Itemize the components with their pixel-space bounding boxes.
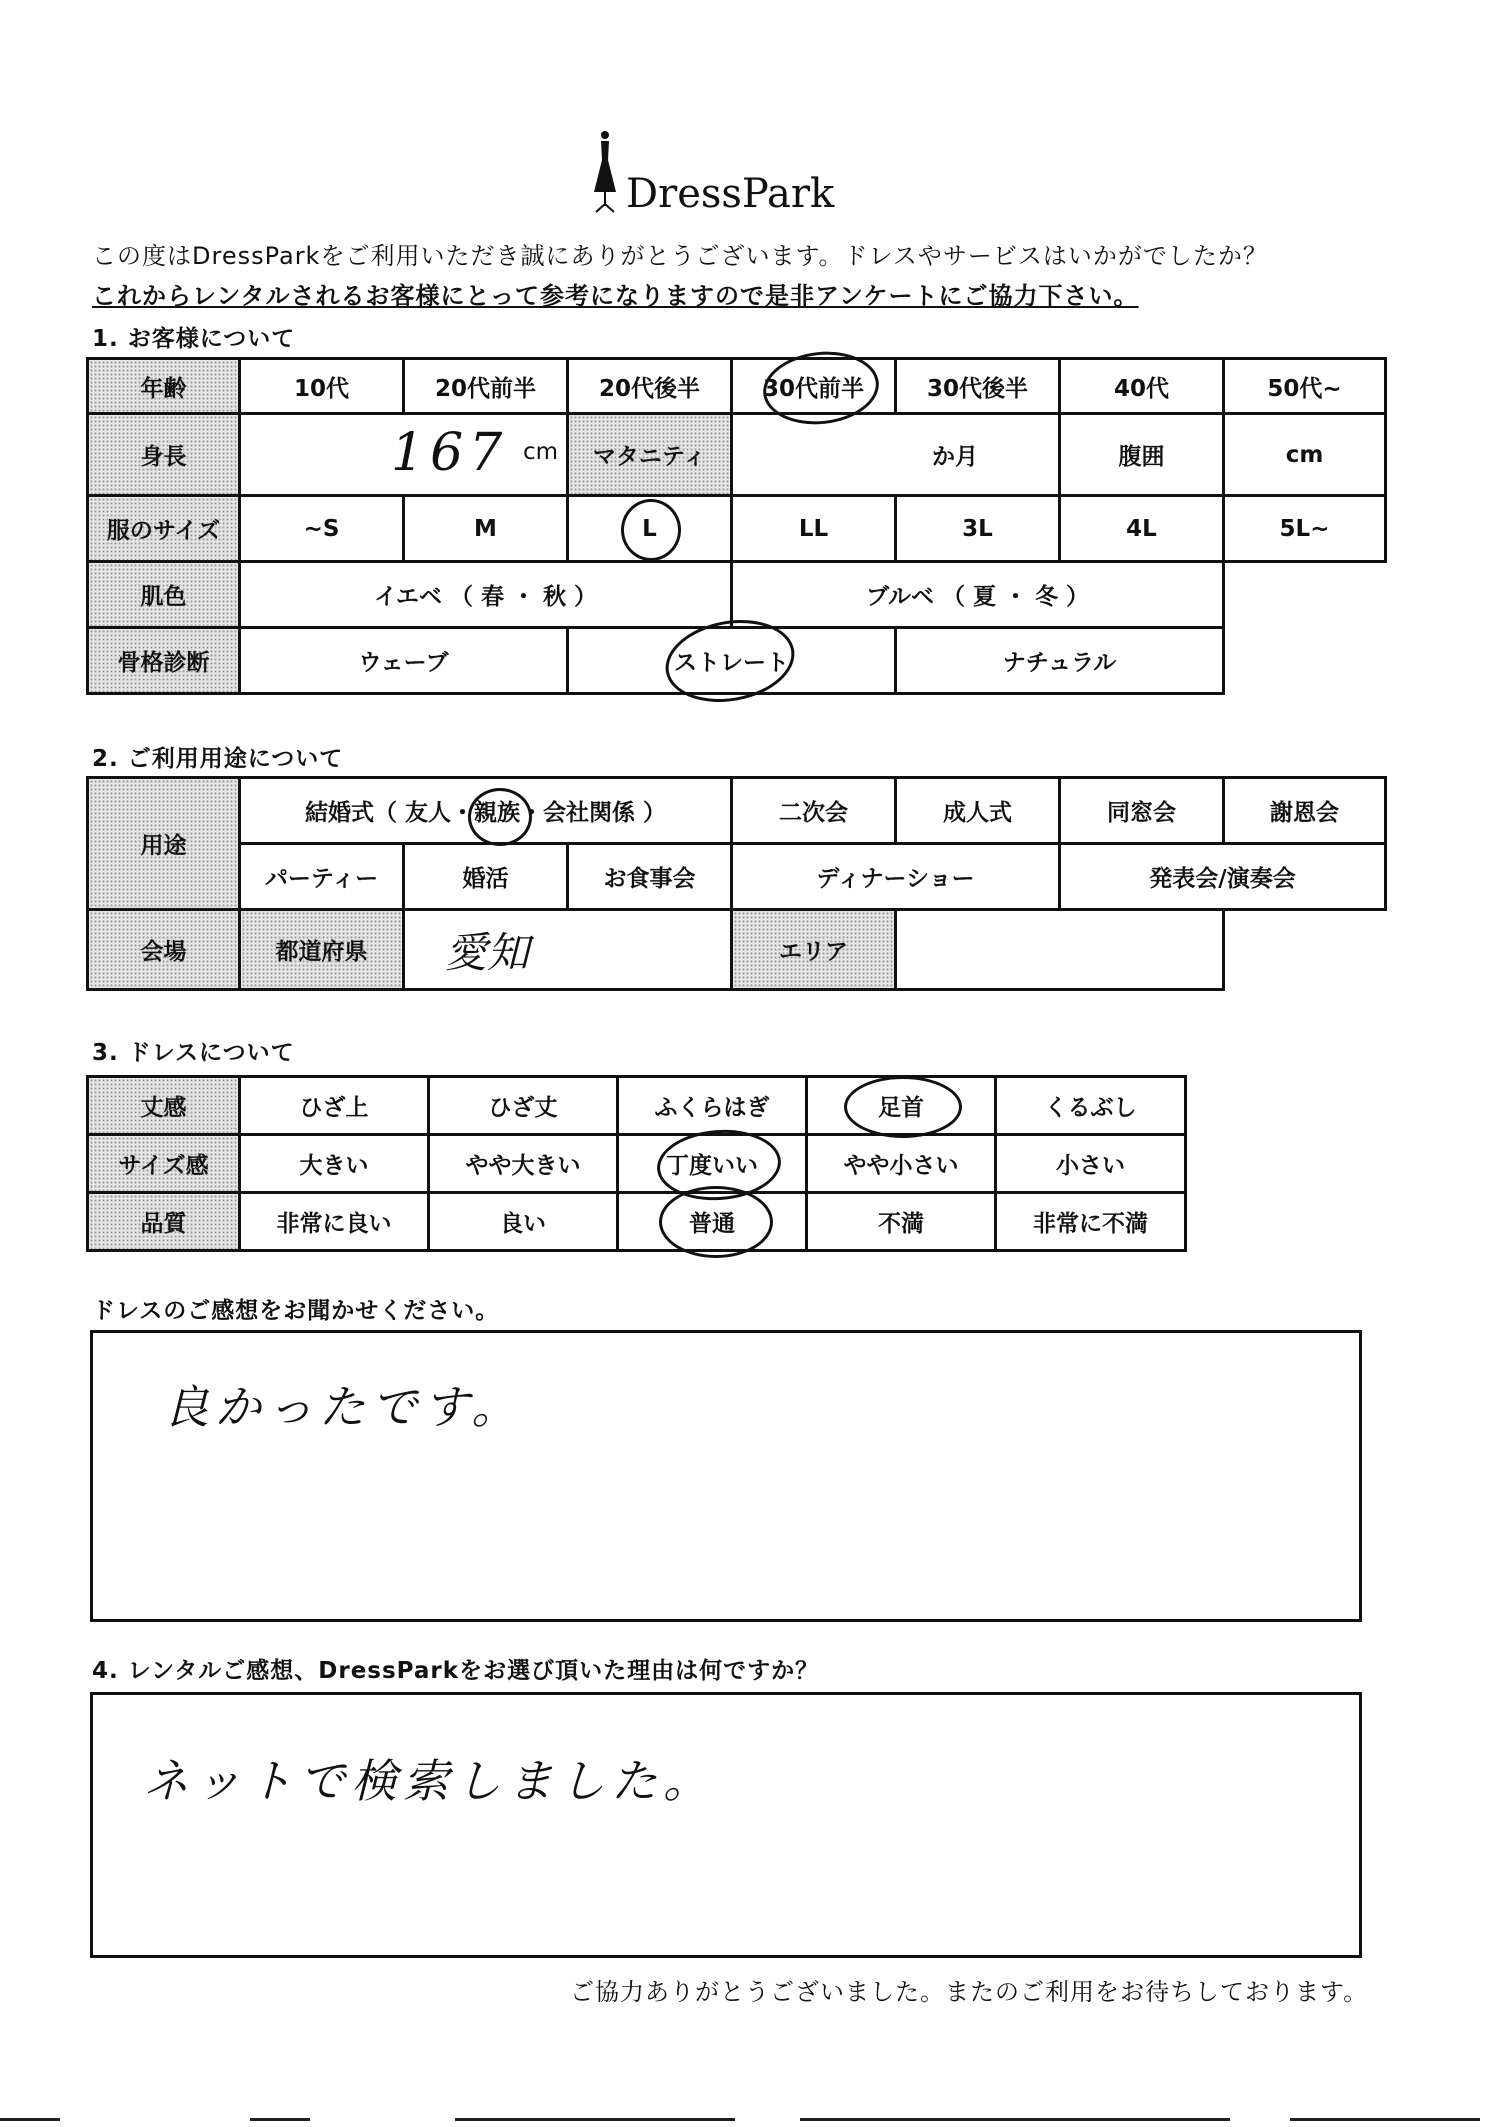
prefecture-field[interactable] bbox=[404, 910, 732, 990]
quality-header: 品質 bbox=[88, 1193, 240, 1251]
prefecture-label: 都道府県 bbox=[240, 910, 404, 990]
usage-table bbox=[86, 776, 1387, 991]
length-option[interactable]: ひざ丈 bbox=[429, 1077, 618, 1135]
intro-request: これからレンタルされるお客様にとって参考になりますので是非アンケートにご協力下さい。 bbox=[92, 282, 1139, 310]
frame-header: 骨格診断 bbox=[88, 628, 240, 694]
frame-option[interactable]: ウェーブ bbox=[240, 628, 568, 694]
size-option[interactable]: ~S bbox=[240, 496, 404, 562]
section-3-title: 3. ドレスについて bbox=[92, 1040, 295, 1066]
usage-option[interactable]: 婚活 bbox=[404, 844, 568, 910]
area-field[interactable] bbox=[896, 910, 1224, 990]
size-option[interactable]: 4L bbox=[1060, 496, 1224, 562]
age-option[interactable]: 50代~ bbox=[1224, 359, 1386, 414]
section-2-title: 2. ご利用用途について bbox=[92, 746, 344, 772]
venue-row bbox=[88, 910, 1386, 990]
skin-option-blue[interactable]: ブルベ （ 夏 ・ 冬 ） bbox=[732, 562, 1224, 628]
wedding-suffix: ・会社関係 ） bbox=[520, 800, 667, 826]
dress-icon bbox=[590, 130, 620, 214]
usage-option[interactable]: 二次会 bbox=[732, 778, 896, 844]
fit-option[interactable]: 大きい bbox=[240, 1135, 429, 1193]
section-4-title: 4. レンタルご感想、DressParkをお選び頂いた理由は何ですか？ bbox=[92, 1658, 820, 1684]
quality-option[interactable]: 非常に不満 bbox=[996, 1193, 1186, 1251]
skin-option-yellow[interactable]: イエベ （ 春 ・ 秋 ） bbox=[240, 562, 732, 628]
fit-option-label: 丁度いい bbox=[666, 1153, 758, 1179]
usage-option[interactable]: 成人式 bbox=[896, 778, 1060, 844]
usage-option[interactable]: ディナーショー bbox=[732, 844, 1060, 910]
quality-option[interactable]: 非常に良い bbox=[240, 1193, 429, 1251]
size-option-label: L bbox=[642, 515, 657, 542]
wedding-option[interactable] bbox=[240, 778, 732, 844]
length-option-selected[interactable] bbox=[807, 1077, 996, 1135]
length-option[interactable]: くるぶし bbox=[996, 1077, 1186, 1135]
age-option-label: 30代前半 bbox=[762, 375, 864, 402]
height-unit: cm bbox=[522, 439, 558, 465]
fit-header: サイズ感 bbox=[88, 1135, 240, 1193]
usage-row-1 bbox=[88, 778, 1386, 844]
reason-textarea[interactable] bbox=[90, 1692, 1362, 1958]
length-option[interactable]: ふくらはぎ bbox=[618, 1077, 807, 1135]
height-field[interactable] bbox=[240, 414, 568, 496]
size-option[interactable]: M bbox=[404, 496, 568, 562]
months-unit: か月 bbox=[932, 444, 978, 470]
fit-option[interactable]: やや大きい bbox=[429, 1135, 618, 1193]
purpose-header: 用途 bbox=[88, 778, 240, 910]
impression-label: ドレスのご感想をお聞かせください。 bbox=[92, 1298, 500, 1324]
size-option[interactable]: LL bbox=[732, 496, 896, 562]
quality-option[interactable]: 不満 bbox=[807, 1193, 996, 1251]
wedding-prefix: 結婚式（ 友人・ bbox=[304, 800, 474, 826]
fit-option[interactable]: やや小さい bbox=[807, 1135, 996, 1193]
length-header: 丈感 bbox=[88, 1077, 240, 1135]
venue-header: 会場 bbox=[88, 910, 240, 990]
maternity-months[interactable] bbox=[732, 414, 1060, 496]
scan-divider bbox=[0, 2118, 60, 2121]
usage-option[interactable]: 謝恩会 bbox=[1224, 778, 1386, 844]
usage-row-2 bbox=[88, 844, 1386, 910]
scan-divider bbox=[1290, 2118, 1480, 2121]
age-option[interactable]: 40代 bbox=[1060, 359, 1224, 414]
age-option[interactable]: 20代前半 bbox=[404, 359, 568, 414]
quality-option-label: 普通 bbox=[689, 1211, 735, 1237]
dress-table bbox=[86, 1075, 1187, 1252]
usage-option[interactable]: 同窓会 bbox=[1060, 778, 1224, 844]
age-option[interactable]: 10代 bbox=[240, 359, 404, 414]
prefecture-value: 愛知 bbox=[445, 927, 530, 977]
age-option-selected[interactable] bbox=[732, 359, 896, 414]
footer-thanks: ご協力ありがとうございました。またのご利用をお待ちしております。 bbox=[570, 1978, 1369, 2006]
scan-divider bbox=[455, 2118, 735, 2121]
height-header: 身長 bbox=[88, 414, 240, 496]
logo-text: DressPark bbox=[626, 171, 835, 217]
customer-table bbox=[86, 357, 1387, 695]
length-option-label: 足首 bbox=[878, 1095, 924, 1121]
quality-option[interactable]: 良い bbox=[429, 1193, 618, 1251]
wedding-family[interactable] bbox=[474, 800, 520, 826]
age-header: 年齢 bbox=[88, 359, 240, 414]
skin-row bbox=[88, 562, 1386, 628]
logo bbox=[590, 130, 835, 217]
length-option[interactable]: ひざ上 bbox=[240, 1077, 429, 1135]
fit-row bbox=[88, 1135, 1186, 1193]
impression-textarea[interactable] bbox=[90, 1330, 1362, 1622]
maternity-label: マタニティ bbox=[568, 414, 732, 496]
usage-option[interactable]: 発表会/演奏会 bbox=[1060, 844, 1386, 910]
skin-header: 肌色 bbox=[88, 562, 240, 628]
impression-text: 良かったです。 bbox=[163, 1380, 524, 1434]
frame-option-label: ストレート bbox=[674, 650, 789, 676]
age-row bbox=[88, 359, 1386, 414]
age-option[interactable]: 20代後半 bbox=[568, 359, 732, 414]
length-row bbox=[88, 1077, 1186, 1135]
waist-unit: cm bbox=[1285, 441, 1324, 468]
size-row bbox=[88, 496, 1386, 562]
reason-text: ネットで検索しました。 bbox=[143, 1754, 715, 1808]
waist-field[interactable] bbox=[1224, 414, 1386, 496]
frame-option-selected[interactable] bbox=[568, 628, 896, 694]
intro-text: この度はDressParkをご利用いただき誠にありがとうございます。ドレスやサービスはいかがでしたか？ bbox=[92, 242, 1268, 270]
quality-row bbox=[88, 1193, 1186, 1251]
wedding-family-label: 親族 bbox=[474, 800, 520, 826]
scan-divider bbox=[250, 2118, 310, 2121]
height-row bbox=[88, 414, 1386, 496]
fit-option[interactable]: 小さい bbox=[996, 1135, 1186, 1193]
size-header: 服のサイズ bbox=[88, 496, 240, 562]
frame-row bbox=[88, 628, 1386, 694]
usage-option[interactable]: お食事会 bbox=[568, 844, 732, 910]
waist-label: 腹囲 bbox=[1060, 414, 1224, 496]
frame-option[interactable]: ナチュラル bbox=[896, 628, 1224, 694]
age-option[interactable]: 30代後半 bbox=[896, 359, 1060, 414]
height-value: 167 bbox=[391, 423, 509, 483]
quality-option-selected[interactable] bbox=[618, 1193, 807, 1251]
size-option[interactable]: 5L~ bbox=[1224, 496, 1386, 562]
usage-option[interactable]: パーティー bbox=[240, 844, 404, 910]
fit-option-selected[interactable] bbox=[618, 1135, 807, 1193]
area-label: エリア bbox=[732, 910, 896, 990]
size-option[interactable]: 3L bbox=[896, 496, 1060, 562]
section-1-title: 1. お客様について bbox=[92, 326, 296, 352]
size-option-selected[interactable] bbox=[568, 496, 732, 562]
scan-divider bbox=[800, 2118, 1230, 2121]
